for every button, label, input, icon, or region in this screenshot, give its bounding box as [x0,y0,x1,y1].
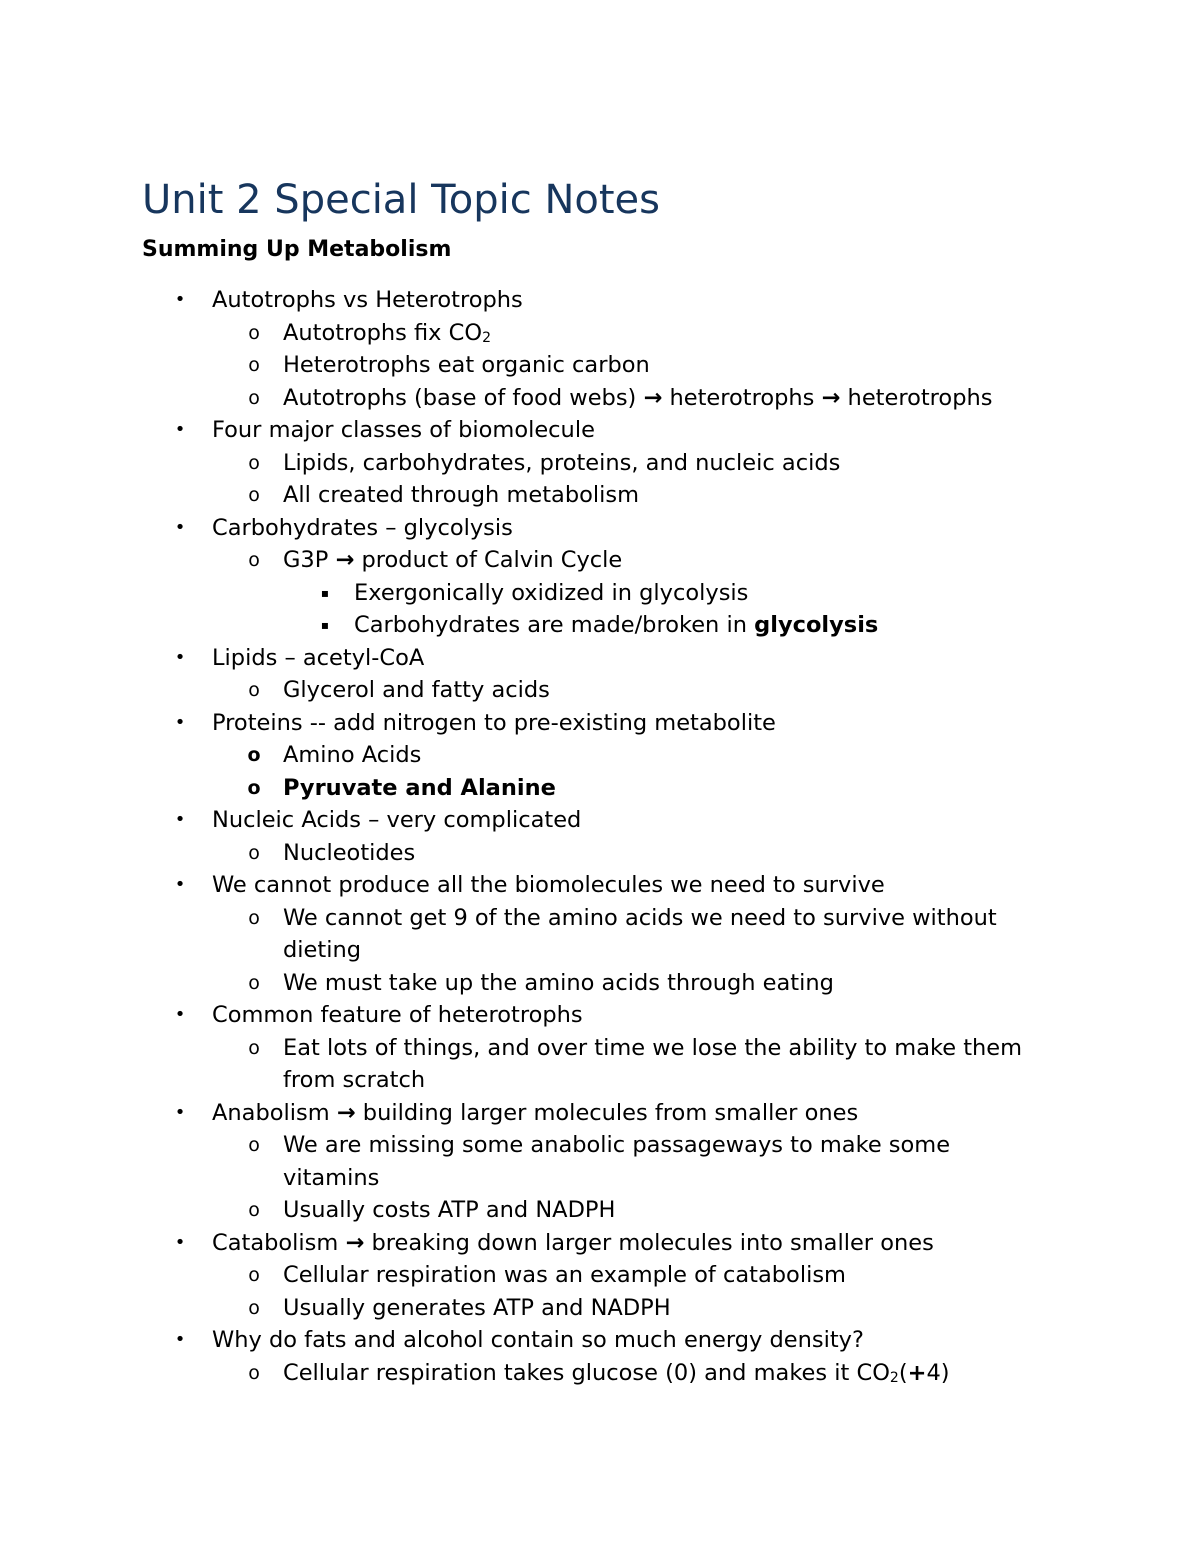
list-item [0,577,1200,610]
bullet-marker: o [248,1361,260,1384]
bullet-marker: o [248,321,260,344]
bullet-marker: • [174,809,186,830]
arrow-icon: → [335,547,355,573]
list-item-text: Proteins -- add nitrogen to pre-existing metabolite [212,709,776,736]
list-item-text: Lipids – acetyl-CoA [212,644,425,671]
list-item-text: Nucleotides [283,839,416,866]
list-item [0,739,1200,772]
list-item [0,1032,1200,1065]
list-item-text: Glycerol and fatty acids [283,677,550,703]
bullet-marker: o [248,1264,260,1286]
list-item [0,1357,1200,1390]
list-item [0,642,1200,675]
list-item [0,804,1200,837]
notes-list [0,284,1200,1389]
list-item [0,544,1200,577]
arrow-icon: → [643,384,663,411]
list-item [0,772,1200,805]
list-item-text: dieting [283,937,361,963]
bullet-marker: • [174,1101,186,1123]
list-item [0,414,1200,447]
list-item-text: Why do fats and alcohol contain so much energy density? [212,1327,864,1353]
list-item [0,1194,1200,1227]
list-item-text: Carbohydrates are made/broken in glycolysis [354,612,879,638]
list-item-text: Autotrophs (base of food webs) → heterotrophs → heterotrophs [283,384,993,411]
bullet-marker: o [248,1134,260,1156]
list-item [0,869,1200,902]
bullet-marker: • [174,646,186,668]
list-item-text: Anabolism → building larger molecules from smaller ones [212,1099,859,1126]
bullet-marker: • [174,1231,186,1253]
list-item [0,902,1200,935]
arrow-icon: → [821,384,841,411]
list-item-continuation [0,1064,1200,1097]
bullet-marker: • [174,516,186,538]
list-item-continuation [0,1162,1200,1195]
list-item-text: Lipids, carbohydrates, proteins, and nucleic acids [283,449,841,476]
list-item-text: Cellular respiration was an example of catabolism [283,1262,846,1288]
bullet-marker: o [247,744,261,766]
bullet-marker: o [248,1199,260,1221]
bullet-marker: o [248,451,260,474]
arrow-icon: → [336,1099,356,1126]
list-item-text: Eat lots of things, and over time we lose the ability to make them [283,1034,1023,1061]
list-item-text: Autotrophs fix $CO_2$ [283,319,491,346]
bullet-marker: • [174,711,186,733]
list-item-text: Catabolism → breaking down larger molecules into smaller ones [212,1229,934,1256]
list-item-text: Nucleic Acids – very complicated [212,807,582,833]
list-item-text: Common feature of heterotrophs [212,1002,583,1028]
bullet-marker: o [248,906,260,929]
bullet-marker: ▪ [320,585,330,600]
bullet-marker: o [248,386,260,409]
list-item-text: All created through metabolism [283,482,640,508]
list-item-text: We cannot get 9 of the amino acids we need to survive without [283,904,997,931]
list-item [0,837,1200,870]
list-item [0,999,1200,1032]
list-item-text: Usually generates ATP and NADPH [283,1294,671,1321]
bullet-marker: • [174,1329,186,1350]
list-item-text: Four major classes of biomolecule [212,417,595,443]
list-item [0,1292,1200,1325]
bullet-marker: o [248,484,260,506]
list-item-text: Cellular respiration takes glucose (0) and makes it $CO_2(+4)$ [283,1359,950,1386]
list-item [0,382,1200,415]
list-item [0,1324,1200,1357]
bullet-marker: o [248,971,260,994]
bullet-marker: o [248,1036,260,1059]
list-item-text: Heterotrophs eat organic carbon [283,352,650,378]
bullet-marker: o [248,354,260,376]
bullet-marker: o [248,679,260,701]
bullet-marker: • [174,289,186,310]
list-item [0,967,1200,1000]
list-item [0,1227,1200,1260]
list-item [0,609,1200,642]
list-item-continuation [0,934,1200,967]
list-item-text: vitamins [283,1164,380,1191]
list-item-text: We are missing some anabolic passageways to make some [283,1132,951,1158]
list-item [0,1097,1200,1130]
bullet-marker: o [248,1296,260,1319]
arrow-icon: → [345,1229,365,1256]
list-item [0,284,1200,317]
bullet-marker: ▪ [320,618,330,632]
list-item-text: G3P → product of Calvin Cycle [283,547,623,573]
bullet-marker: • [174,1004,186,1025]
list-item-text: Usually costs ATP and NADPH [283,1197,616,1223]
section-heading: Summing Up Metabolism [142,237,452,262]
list-item [0,349,1200,382]
list-item-text: Carbohydrates – glycolysis [212,514,513,541]
page-title: Unit 2 Special Topic Notes [142,177,660,223]
list-item [0,447,1200,480]
list-item-text: Pyruvate and Alanine [283,774,556,801]
bullet-marker: o [247,776,261,799]
bullet-marker: o [248,841,260,864]
list-item [0,1259,1200,1292]
bullet-marker: • [174,874,186,895]
list-item [0,512,1200,545]
list-item [0,1129,1200,1162]
bullet-marker: o [248,549,260,571]
list-item-text: Amino Acids [283,742,422,768]
list-item-text: Exergonically oxidized in glycolysis [354,579,749,606]
list-item [0,479,1200,512]
list-item [0,674,1200,707]
list-item-text: from scratch [283,1067,426,1093]
bullet-marker: • [174,419,186,440]
list-item-text: Autotrophs vs Heterotrophs [212,287,523,313]
list-item-text: We cannot produce all the biomolecules we need to survive [212,872,885,898]
list-item [0,317,1200,350]
list-item-text: We must take up the amino acids through eating [283,969,834,996]
list-item [0,707,1200,740]
